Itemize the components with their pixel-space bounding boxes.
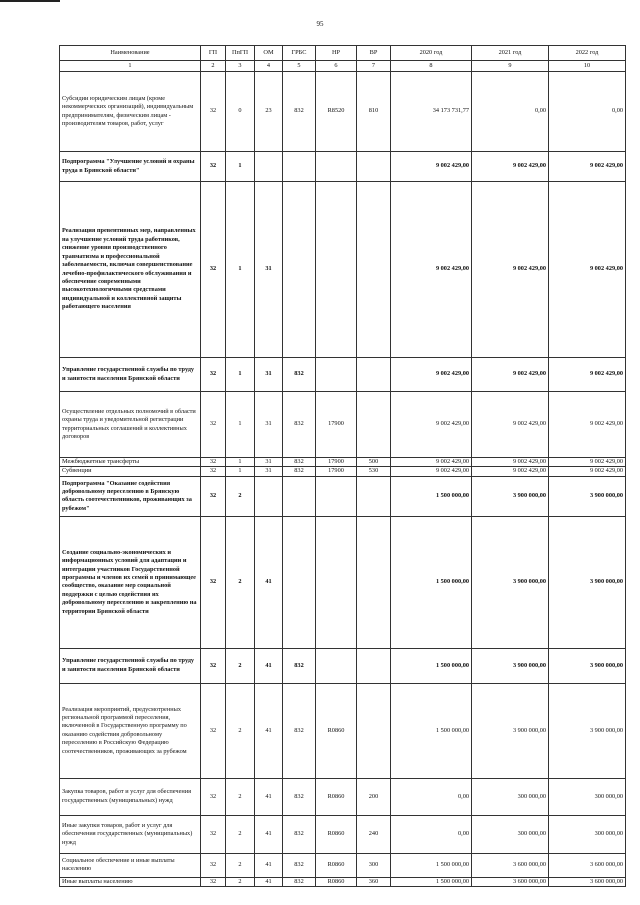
gp-cell: 32	[201, 683, 226, 778]
grbs-cell: 832	[283, 853, 316, 877]
amount-2021-cell: 3 900 000,00	[472, 516, 549, 648]
amount-2020-cell: 0,00	[391, 815, 472, 853]
amount-2021-cell: 9 002 429,00	[472, 458, 549, 467]
header-2022: 2022 год	[549, 46, 626, 61]
vr-cell: 360	[357, 877, 391, 886]
nr-cell	[316, 476, 357, 516]
amount-2020-cell: 9 002 429,00	[391, 392, 472, 458]
header-om: ОМ	[255, 46, 283, 61]
amount-2022-cell: 3 600 000,00	[549, 853, 626, 877]
gp-cell: 32	[201, 815, 226, 853]
gp-cell: 32	[201, 467, 226, 476]
nr-cell	[316, 516, 357, 648]
gp-cell: 32	[201, 648, 226, 683]
om-cell	[255, 476, 283, 516]
nr-cell: R0860	[316, 877, 357, 886]
table-row	[60, 152, 626, 182]
index-cell: 7	[357, 61, 391, 72]
name-cell: Управление государственной службы по труду и занятости населения Брянской области	[60, 648, 201, 683]
header-2021: 2021 год	[472, 46, 549, 61]
om-cell: 31	[255, 467, 283, 476]
gp-cell: 32	[201, 72, 226, 152]
om-cell	[255, 152, 283, 182]
name-cell: Субсидии юридическим лицам (кроме некоммерческих организаций), индивидуальным предпринимателям, физическим лицам - производителям товаров, работ, услуг	[60, 72, 201, 152]
grbs-cell: 832	[283, 778, 316, 815]
ppgp-cell: 1	[226, 152, 255, 182]
header-gp: ГП	[201, 46, 226, 61]
index-cell: 9	[472, 61, 549, 72]
amount-2022-cell: 9 002 429,00	[549, 152, 626, 182]
index-cell: 5	[283, 61, 316, 72]
amount-2020-cell: 1 500 000,00	[391, 648, 472, 683]
name-cell: Осуществление отдельных полномочий в области охраны труда и уведомительной регистрации территориальных соглашений и коллективных договоров	[60, 392, 201, 458]
ppgp-cell: 1	[226, 458, 255, 467]
table-row	[60, 877, 626, 886]
ppgp-cell: 2	[226, 516, 255, 648]
gp-cell: 32	[201, 516, 226, 648]
amount-2022-cell: 0,00	[549, 72, 626, 152]
vr-cell: 500	[357, 458, 391, 467]
om-cell: 41	[255, 778, 283, 815]
table-row	[60, 648, 626, 683]
column-index-row	[60, 61, 626, 72]
amount-2020-cell: 0,00	[391, 778, 472, 815]
header-vr: ВР	[357, 46, 391, 61]
amount-2020-cell: 9 002 429,00	[391, 152, 472, 182]
budget-table	[59, 45, 626, 887]
grbs-cell	[283, 476, 316, 516]
ppgp-cell: 1	[226, 467, 255, 476]
amount-2020-cell: 1 500 000,00	[391, 476, 472, 516]
table-row	[60, 815, 626, 853]
amount-2020-cell: 1 500 000,00	[391, 853, 472, 877]
amount-2022-cell: 300 000,00	[549, 815, 626, 853]
nr-cell	[316, 358, 357, 392]
name-cell: Подпрограмма "Оказание содействия добровольному переселению в Брянскую область соотечественников, проживающих за рубежом"	[60, 476, 201, 516]
amount-2022-cell: 9 002 429,00	[549, 358, 626, 392]
name-cell: Субвенции	[60, 467, 201, 476]
amount-2021-cell: 3 900 000,00	[472, 683, 549, 778]
header-grbs: ГРБС	[283, 46, 316, 61]
index-cell: 2	[201, 61, 226, 72]
om-cell: 41	[255, 877, 283, 886]
amount-2021-cell: 9 002 429,00	[472, 467, 549, 476]
gp-cell: 32	[201, 152, 226, 182]
table-row	[60, 516, 626, 648]
amount-2022-cell: 3 900 000,00	[549, 683, 626, 778]
nr-cell: R0860	[316, 853, 357, 877]
table-row	[60, 72, 626, 152]
nr-cell	[316, 182, 357, 358]
amount-2021-cell: 3 600 000,00	[472, 877, 549, 886]
nr-cell: 17900	[316, 467, 357, 476]
table-row	[60, 392, 626, 458]
header-name: Наименование	[60, 46, 201, 61]
gp-cell: 32	[201, 458, 226, 467]
om-cell: 41	[255, 853, 283, 877]
vr-cell	[357, 358, 391, 392]
vr-cell: 530	[357, 467, 391, 476]
gp-cell: 32	[201, 853, 226, 877]
vr-cell: 810	[357, 72, 391, 152]
header-nr: НР	[316, 46, 357, 61]
grbs-cell: 832	[283, 877, 316, 886]
om-cell: 23	[255, 72, 283, 152]
name-cell: Реализация превентивных мер, направленных на улучшение условий труда работников, снижение уровня производственного травматизма и профессиональной заболеваемости, включая совершенствование лечебно-профилактического обслуживания и обеспечение современными высокотехнологичными средствами индивидуальной и коллективной защиты работающего населения	[60, 182, 201, 358]
grbs-cell: 832	[283, 72, 316, 152]
amount-2021-cell: 3 900 000,00	[472, 476, 549, 516]
amount-2022-cell: 3 900 000,00	[549, 648, 626, 683]
name-cell: Подпрограмма "Улучшение условий и охраны труда в Брянской области"	[60, 152, 201, 182]
gp-cell: 32	[201, 392, 226, 458]
ppgp-cell: 2	[226, 683, 255, 778]
table-row	[60, 683, 626, 778]
ppgp-cell: 2	[226, 476, 255, 516]
nr-cell: R0860	[316, 778, 357, 815]
amount-2021-cell: 0,00	[472, 72, 549, 152]
amount-2020-cell: 1 500 000,00	[391, 877, 472, 886]
grbs-cell	[283, 182, 316, 358]
om-cell: 41	[255, 815, 283, 853]
name-cell: Создание социально-экономических и информационных условий для адаптации и интеграции участников Государственной программы и членов их семей в принимающее сообщество, оказание мер социальной поддержки с целью содействия их добровольному переселению и закреплению на территории Брянской области	[60, 516, 201, 648]
amount-2022-cell: 9 002 429,00	[549, 392, 626, 458]
grbs-cell	[283, 516, 316, 648]
name-cell: Закупка товаров, работ и услуг для обеспечения государственных (муниципальных) нужд	[60, 778, 201, 815]
om-cell: 31	[255, 458, 283, 467]
name-cell: Межбюджетные трансферты	[60, 458, 201, 467]
amount-2022-cell: 9 002 429,00	[549, 467, 626, 476]
amount-2021-cell: 9 002 429,00	[472, 392, 549, 458]
index-cell: 6	[316, 61, 357, 72]
gp-cell: 32	[201, 358, 226, 392]
grbs-cell	[283, 152, 316, 182]
vr-cell	[357, 648, 391, 683]
name-cell: Управление государственной службы по труду и занятости населения Брянской области	[60, 358, 201, 392]
amount-2022-cell: 300 000,00	[549, 778, 626, 815]
gp-cell: 32	[201, 182, 226, 358]
amount-2020-cell: 34 173 731,77	[391, 72, 472, 152]
amount-2021-cell: 300 000,00	[472, 778, 549, 815]
index-cell: 10	[549, 61, 626, 72]
page-number: 95	[316, 20, 324, 28]
om-cell: 41	[255, 516, 283, 648]
amount-2020-cell: 9 002 429,00	[391, 182, 472, 358]
gp-cell: 32	[201, 877, 226, 886]
amount-2020-cell: 9 002 429,00	[391, 458, 472, 467]
header-2020: 2020 год	[391, 46, 472, 61]
ppgp-cell: 1	[226, 358, 255, 392]
name-cell: Реализация мероприятий, предусмотренных региональной программой переселения, включенной в Государственную программу по оказанию содействия добровольному переселению в Российскую Федерацию соотечественников, проживающих за рубежом	[60, 683, 201, 778]
index-cell: 8	[391, 61, 472, 72]
table-row	[60, 853, 626, 877]
index-cell: 4	[255, 61, 283, 72]
amount-2020-cell: 9 002 429,00	[391, 467, 472, 476]
grbs-cell: 832	[283, 683, 316, 778]
om-cell: 41	[255, 683, 283, 778]
ppgp-cell: 1	[226, 182, 255, 358]
vr-cell	[357, 152, 391, 182]
vr-cell	[357, 476, 391, 516]
ppgp-cell: 2	[226, 815, 255, 853]
amount-2022-cell: 3 900 000,00	[549, 516, 626, 648]
grbs-cell: 832	[283, 358, 316, 392]
vr-cell	[357, 516, 391, 648]
nr-cell: R0860	[316, 815, 357, 853]
ppgp-cell: 0	[226, 72, 255, 152]
nr-cell	[316, 152, 357, 182]
gp-cell: 32	[201, 778, 226, 815]
om-cell: 31	[255, 392, 283, 458]
om-cell: 41	[255, 648, 283, 683]
grbs-cell: 832	[283, 815, 316, 853]
om-cell: 31	[255, 182, 283, 358]
table-row	[60, 182, 626, 358]
amount-2020-cell: 1 500 000,00	[391, 516, 472, 648]
ppgp-cell: 2	[226, 648, 255, 683]
grbs-cell: 832	[283, 458, 316, 467]
nr-cell: R0860	[316, 683, 357, 778]
vr-cell: 300	[357, 853, 391, 877]
table-row	[60, 458, 626, 467]
amount-2021-cell: 3 600 000,00	[472, 853, 549, 877]
vr-cell: 240	[357, 815, 391, 853]
nr-cell: R8520	[316, 72, 357, 152]
ppgp-cell: 2	[226, 778, 255, 815]
name-cell: Социальное обеспечение и иные выплаты населению	[60, 853, 201, 877]
top-rule	[0, 0, 60, 2]
table-row	[60, 778, 626, 815]
amount-2020-cell: 9 002 429,00	[391, 358, 472, 392]
ppgp-cell: 1	[226, 392, 255, 458]
amount-2021-cell: 3 900 000,00	[472, 648, 549, 683]
vr-cell: 200	[357, 778, 391, 815]
om-cell: 31	[255, 358, 283, 392]
nr-cell: 17900	[316, 458, 357, 467]
grbs-cell: 832	[283, 648, 316, 683]
amount-2021-cell: 300 000,00	[472, 815, 549, 853]
amount-2021-cell: 9 002 429,00	[472, 358, 549, 392]
amount-2020-cell: 1 500 000,00	[391, 683, 472, 778]
name-cell: Иные выплаты населению	[60, 877, 201, 886]
index-cell: 1	[60, 61, 201, 72]
ppgp-cell: 2	[226, 877, 255, 886]
vr-cell	[357, 182, 391, 358]
grbs-cell: 832	[283, 392, 316, 458]
gp-cell: 32	[201, 476, 226, 516]
nr-cell	[316, 648, 357, 683]
name-cell: Иные закупки товаров, работ и услуг для обеспечения государственных (муниципальных) нужд	[60, 815, 201, 853]
amount-2022-cell: 3 600 000,00	[549, 877, 626, 886]
table-row	[60, 467, 626, 476]
table-row	[60, 476, 626, 516]
amount-2022-cell: 3 900 000,00	[549, 476, 626, 516]
index-cell: 3	[226, 61, 255, 72]
header-row	[60, 46, 626, 61]
amount-2022-cell: 9 002 429,00	[549, 458, 626, 467]
table-row	[60, 358, 626, 392]
vr-cell	[357, 683, 391, 778]
header-ppgp: ПпГП	[226, 46, 255, 61]
grbs-cell: 832	[283, 467, 316, 476]
amount-2021-cell: 9 002 429,00	[472, 152, 549, 182]
ppgp-cell: 2	[226, 853, 255, 877]
vr-cell	[357, 392, 391, 458]
amount-2022-cell: 9 002 429,00	[549, 182, 626, 358]
amount-2021-cell: 9 002 429,00	[472, 182, 549, 358]
nr-cell: 17900	[316, 392, 357, 458]
